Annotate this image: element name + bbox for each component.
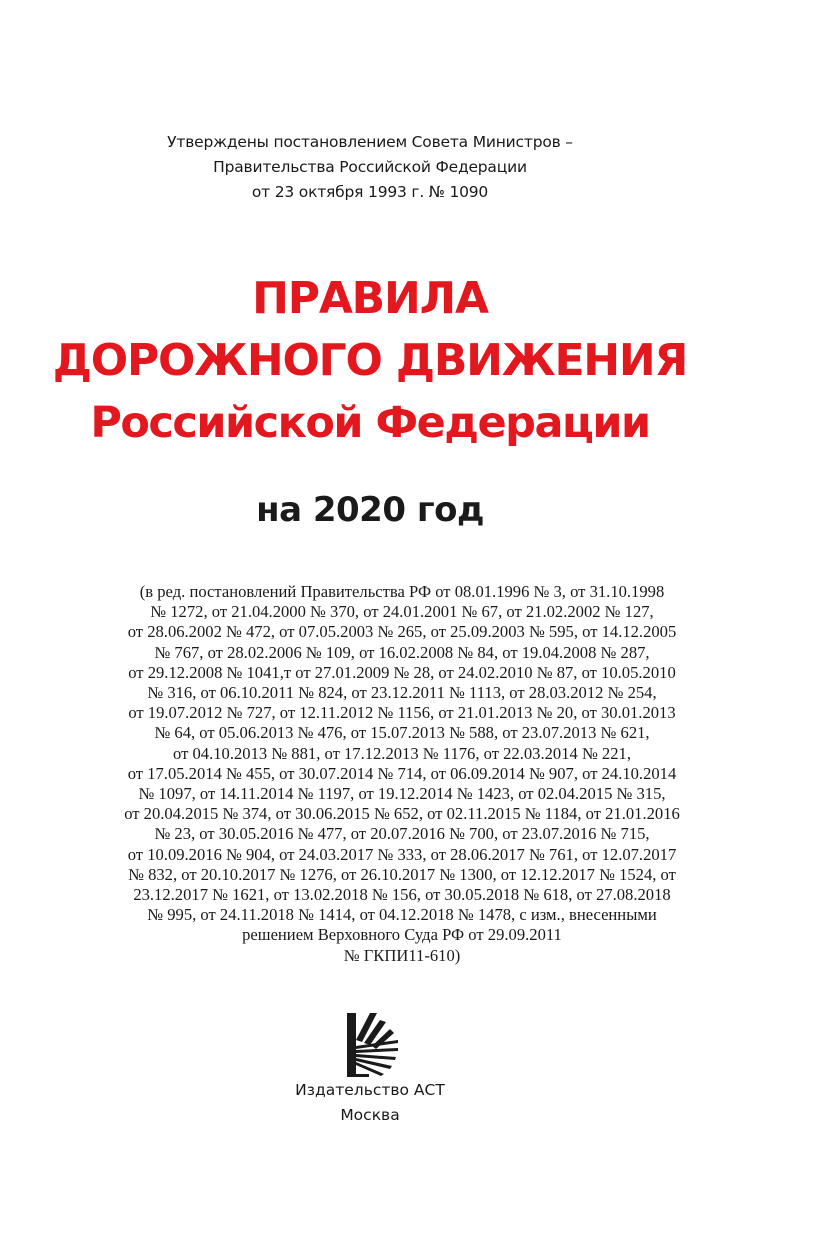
book-title <box>0 268 740 454</box>
title-line: ДОРОЖНОГО ДВИЖЕНИЯ <box>52 335 688 386</box>
amendment-line: № 832, от 20.10.2017 № 1276, от 26.10.2017 № 1300, от 12.12.2017 № 1524, от <box>128 864 676 884</box>
ast-publisher-logo-icon <box>342 1010 404 1082</box>
approval-line: Правительства Российской Федерации <box>213 158 527 176</box>
amendment-line: № 767, от 28.02.2006 № 109, от 16.02.2008 № 84, от 19.04.2008 № 287, <box>154 642 650 662</box>
book-subtitle: на 2020 год <box>256 490 484 530</box>
approval-line: от 23 октября 1993 г. № 1090 <box>251 183 489 201</box>
amendment-line: № 316, от 06.10.2011 № 824, от 23.12.2011 № 1113, от 28.03.2012 № 254, <box>147 683 657 703</box>
amendment-line: (в ред. постановлений Правительства РФ от 08.01.1996 № 3, от 31.10.1998 <box>139 582 665 601</box>
approval-note <box>0 130 740 205</box>
amendment-line: от 19.07.2012 № 727, от 12.11.2012 № 1156, от 21.01.2013 № 20, от 30.01.2013 <box>128 703 676 723</box>
amendment-line: от 28.06.2002 № 472, от 07.05.2003 № 265, от 25.09.2003 № 595, от 14.12.2005 <box>127 622 677 642</box>
amendment-line: № 64, от 05.06.2013 № 476, от 15.07.2013 № 588, от 23.07.2013 № 621, <box>154 723 650 743</box>
amendment-line: от 17.05.2014 № 455, от 30.07.2014 № 714, от 06.09.2014 № 907, от 24.10.2014 <box>127 763 677 783</box>
amendment-line: от 10.09.2016 № 904, от 24.03.2017 № 333, от 28.06.2017 № 761, от 12.07.2017 <box>127 844 677 864</box>
title-line: Российской Федерации <box>90 398 650 448</box>
amendment-line: № 1097, от 14.11.2014 № 1197, от 19.12.2014 № 1423, от 02.04.2015 № 315, <box>138 784 666 804</box>
publisher-block <box>0 1078 740 1128</box>
amendment-line: № ГКПИ11-610) <box>343 945 461 965</box>
amendment-line: № 1272, от 21.04.2000 № 370, от 24.01.2001 № 67, от 21.02.2002 № 127, <box>150 602 654 622</box>
amendment-line: от 04.10.2013 № 881, от 17.12.2013 № 1176, от 22.03.2014 № 221, <box>173 743 631 763</box>
approval-line: Утверждены постановлением Совета Министров – <box>167 133 573 151</box>
amendments-list <box>62 582 742 966</box>
publisher-name: Издательство АСТ <box>295 1081 445 1099</box>
amendment-line: № 23, от 30.05.2016 № 477, от 20.07.2016 № 700, от 23.07.2016 № 715, <box>154 824 650 844</box>
amendment-line: от 20.04.2015 № 374, от 30.06.2015 № 652, от 02.11.2015 № 1184, от 21.01.2016 <box>124 804 680 824</box>
publisher-city: Москва <box>340 1106 400 1124</box>
amendment-line: решением Верховного Суда РФ от 29.09.2011 <box>242 925 562 945</box>
amendment-line: № 995, от 24.11.2018 № 1414, от 04.12.2018 № 1478, с изм., внесенными <box>147 905 657 925</box>
amendment-line: от 29.12.2008 № 1041,т от 27.01.2009 № 28, от 24.02.2010 № 87, от 10.05.2010 <box>128 662 676 682</box>
title-line: ПРАВИЛА <box>252 273 488 324</box>
amendment-line: 23.12.2017 № 1621, от 13.02.2018 № 156, от 30.05.2018 № 618, от 27.08.2018 <box>133 885 671 905</box>
